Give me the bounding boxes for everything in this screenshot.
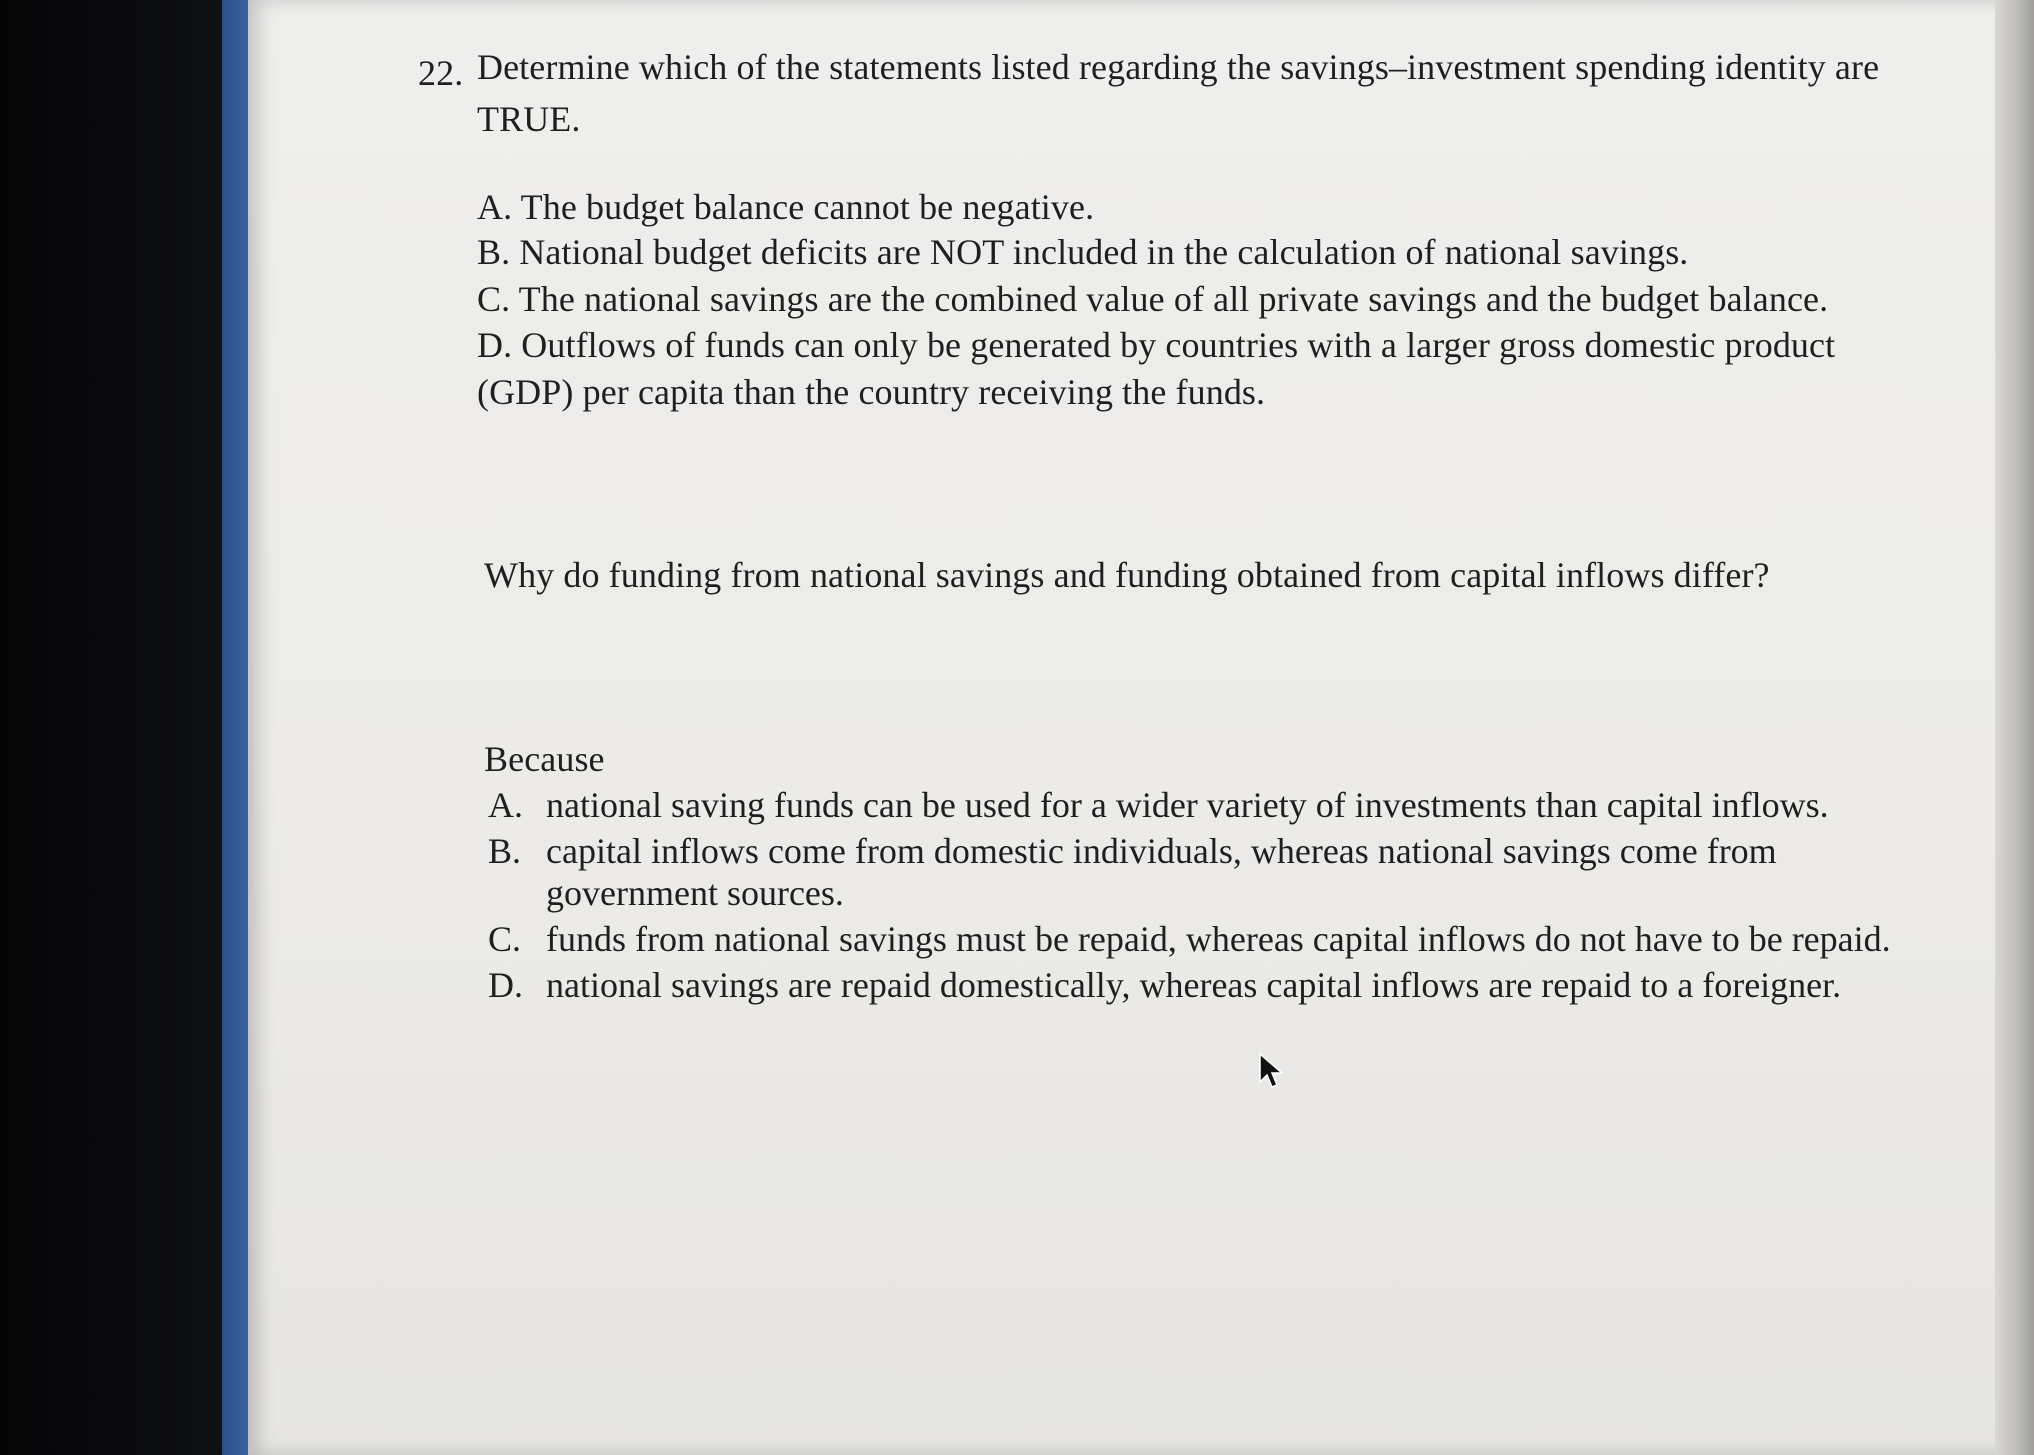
window-right-edge <box>1995 0 2034 1455</box>
answer-text-c: funds from national savings must be repaid, whereas capital inflows do not have to be repaid. <box>546 919 1891 959</box>
question-title-line-2: TRUE. <box>477 99 581 139</box>
question-number: 22. <box>418 53 464 93</box>
mouse-pointer-icon <box>1258 1052 1286 1092</box>
statement-option-c: C. The national savings are the combined value of all private savings and the budget balance. <box>477 279 1829 319</box>
answer-letter-a: A. <box>488 785 523 825</box>
answer-option-d <box>488 962 1841 1008</box>
answer-text-d: national savings are repaid domestically, whereas capital inflows are repaid to a foreigner. <box>546 965 1842 1005</box>
answer-option-b <box>488 828 1777 874</box>
question-title-line-1: Determine which of the statements listed regarding the savings–investment spending identity are <box>477 47 1880 87</box>
answer-letter-c: C. <box>488 919 522 959</box>
answer-text-b: capital inflows come from domestic individuals, whereas national savings come from <box>546 831 1777 871</box>
answer-letter-d: D. <box>488 965 523 1005</box>
statement-option-d: D. Outflows of funds can only be generated by countries with a larger gross domestic product <box>477 325 1836 365</box>
statement-option-d-continuation: (GDP) per capita than the country receiving the funds. <box>477 372 1266 412</box>
background-dark-area <box>0 0 240 1455</box>
statement-option-b: B. National budget deficits are NOT included in the calculation of national savings. <box>477 232 1689 272</box>
answer-letter-b: B. <box>488 831 522 871</box>
answer-b-continuation: government sources. <box>546 873 844 913</box>
because-label: Because <box>484 739 605 779</box>
answer-text-a: national saving funds can be used for a wider variety of investments than capital inflows. <box>546 785 1829 825</box>
followup-question: Why do funding from national savings and funding obtained from capital inflows differ? <box>484 555 1770 595</box>
answer-option-c <box>488 916 1891 962</box>
answer-option-a <box>488 782 1829 828</box>
statement-option-a: A. The budget balance cannot be negative. <box>477 187 1095 227</box>
